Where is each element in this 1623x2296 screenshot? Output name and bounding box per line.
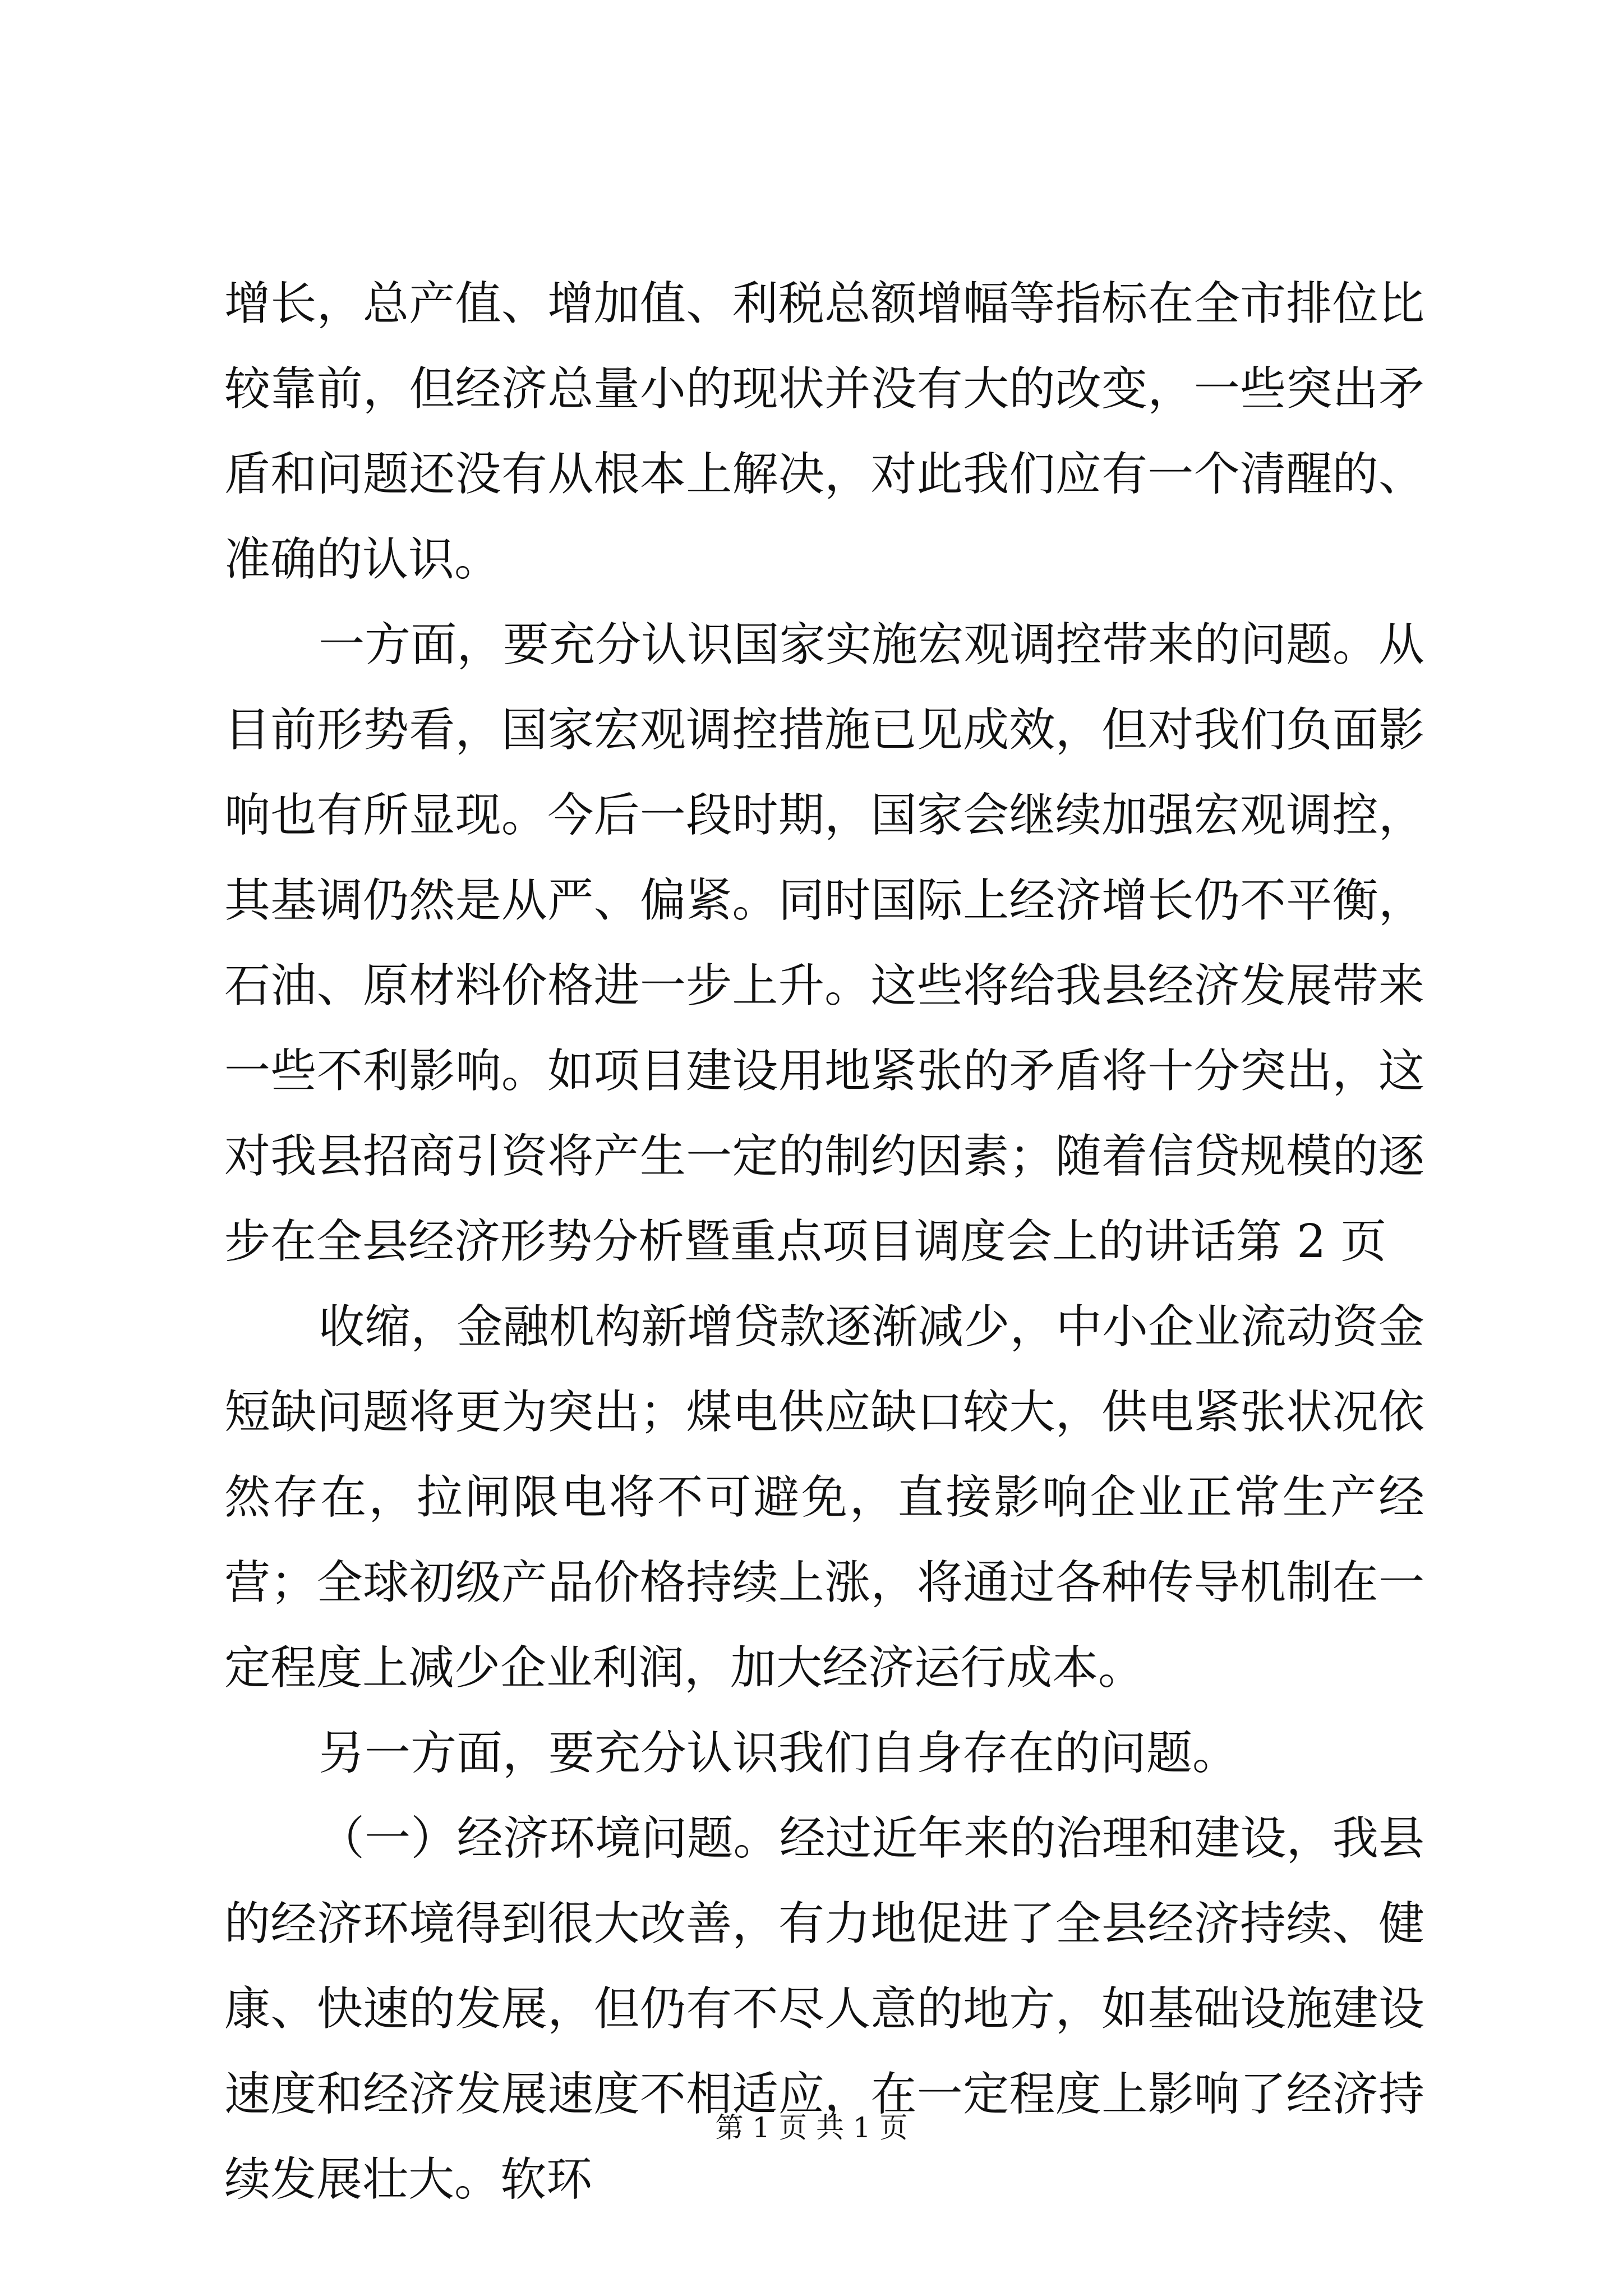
paragraph-3: 收缩，金融机构新增贷款逐渐减少，中小企业流动资金短缺问题将更为突出；煤电供应缺口较大，供电紧张状况依然存在，拉闸限电将不可避免，直接影响企业正常生产经营；全球初级产品价格持续上涨，将通过各种传导机制在一定程度上减少企业利润，加大经济运行成本。 — [224, 1300, 1424, 1695]
page-footer: 第 1 页 共 1 页 — [715, 2111, 908, 2144]
paragraph-2: 一方面，要充分认识国家实施宏观调控带来的问题。从目前形势看，国家宏观调控措施已见成效，但对我们负面影响也有所显现。今后一段时期，国家会继续加强宏观调控，其基调仍然是从严、偏紧。同时国际上经济增长仍不平衡，石油、原材料价格进一步上升。这些将给我县经济发展带来一些不利影响。如项目建设用地紧张的矛盾将十分突出，这对我县招商引资将产生一定的制约因素；随着信贷规模的逐步在全县经济形势分析暨重点项目调度会上的讲话第 2 页 — [224, 618, 1424, 1268]
paragraph-1: 增长，总产值、增加值、利税总额增幅等指标在全市排位比较靠前，但经济总量小的现状并没有大的改变，一些突出矛盾和问题还没有从根本上解决，对此我们应有一个清醒的、准确的认识。 — [224, 277, 1424, 586]
paragraph-5: （一）经济环境问题。经过近年来的治理和建设，我县的经济环境得到很大改善，有力地促进了全县经济持续、健康、快速的发展，但仍有不尽人意的地方，如基础设施建设速度和经济发展速度不相适应，在一定程度上影响了经济持续发展壮大。软环 — [224, 1812, 1424, 2206]
document-body — [224, 261, 1424, 2223]
paragraph-4: 另一方面，要充分认识我们自身存在的问题。 — [319, 1727, 1239, 1780]
